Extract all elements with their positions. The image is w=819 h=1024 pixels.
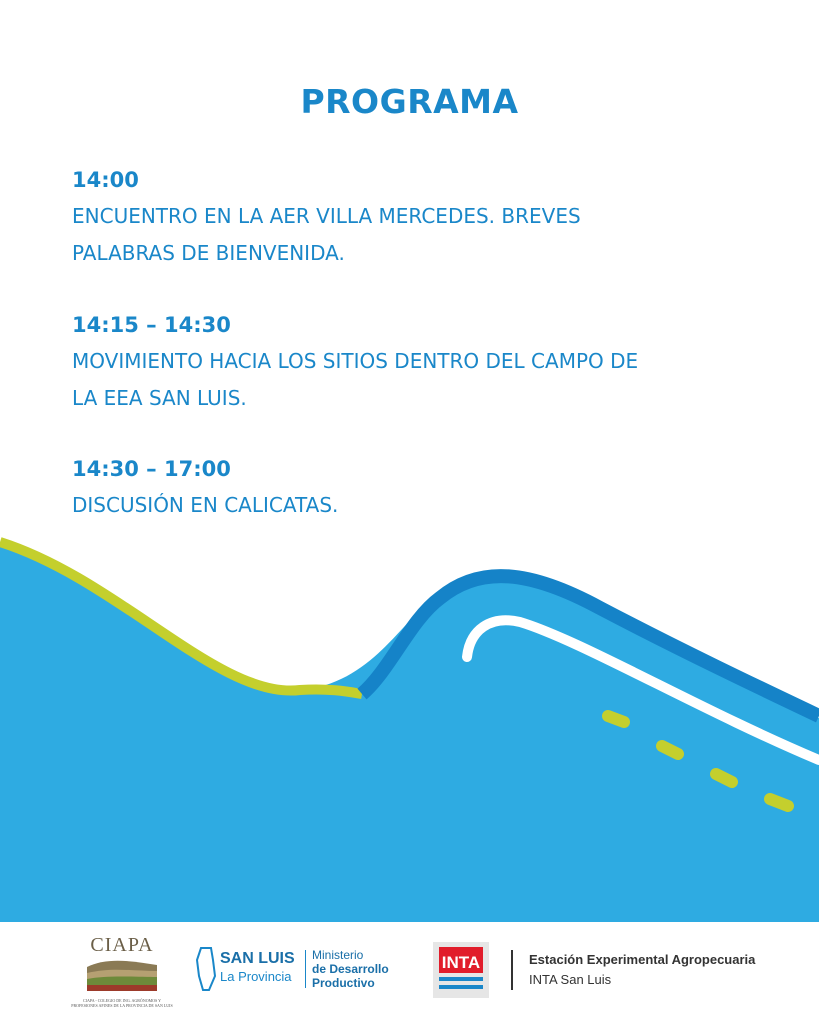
inta-divider: [511, 950, 513, 990]
ministry-line: de Desarrollo: [312, 962, 389, 976]
schedule-item: [72, 307, 752, 417]
wave-road-illustration: [0, 520, 819, 922]
schedule-item: [72, 451, 752, 524]
page-title: PROGRAMA: [300, 82, 519, 121]
schedule-time: 14:30 – 17:00: [72, 457, 231, 481]
inta-logo-text: INTA: [441, 953, 481, 972]
san-luis-name: SAN LUIS: [220, 950, 295, 967]
ciapa-tagline: PROFESIONES AFINES DE LA PROVINCIA DE SAN LUIS: [71, 1003, 173, 1008]
ministry-line: Productivo: [312, 976, 375, 990]
san-luis-map-icon: [195, 946, 217, 992]
schedule-time: 14:15 – 14:30: [72, 313, 231, 337]
inta-location: INTA San Luis: [529, 972, 612, 987]
ciapa-tagline: CIAPA - COLEGIO DE ING. AGRÓNOMOS Y: [82, 998, 162, 1003]
inta-logo-mark: [433, 942, 489, 998]
schedule-description-line: MOVIMIENTO HACIA LOS SITIOS DENTRO DEL CAMPO DE: [72, 349, 639, 373]
san-luis-subtitle: La Provincia: [220, 969, 292, 984]
ciapa-landscape-icon: [87, 957, 157, 993]
san-luis-logo: [193, 944, 403, 994]
ciapa-name: CIAPA: [90, 934, 154, 956]
schedule-time: 14:00: [72, 168, 139, 192]
inta-logo: [433, 942, 489, 998]
inta-station-name: Estación Experimental Agropecuaria: [529, 952, 756, 967]
blue-hill-shape: [0, 542, 819, 922]
footer-logos: [0, 922, 819, 1024]
san-luis-divider: [305, 950, 306, 988]
schedule-description-line: DISCUSIÓN EN CALICATAS.: [72, 493, 339, 517]
schedule-description-line: ENCUENTRO EN LA AER VILLA MERCEDES. BREVES: [72, 204, 581, 228]
schedule-description-line: PALABRAS DE BIENVENIDA.: [72, 241, 345, 265]
ciapa-logo: [70, 934, 174, 1008]
ministry-line: Ministerio: [312, 948, 364, 962]
ministry-name: [312, 948, 389, 990]
schedule-item: [72, 162, 752, 272]
schedule-description-line: LA EEA SAN LUIS.: [72, 386, 247, 410]
